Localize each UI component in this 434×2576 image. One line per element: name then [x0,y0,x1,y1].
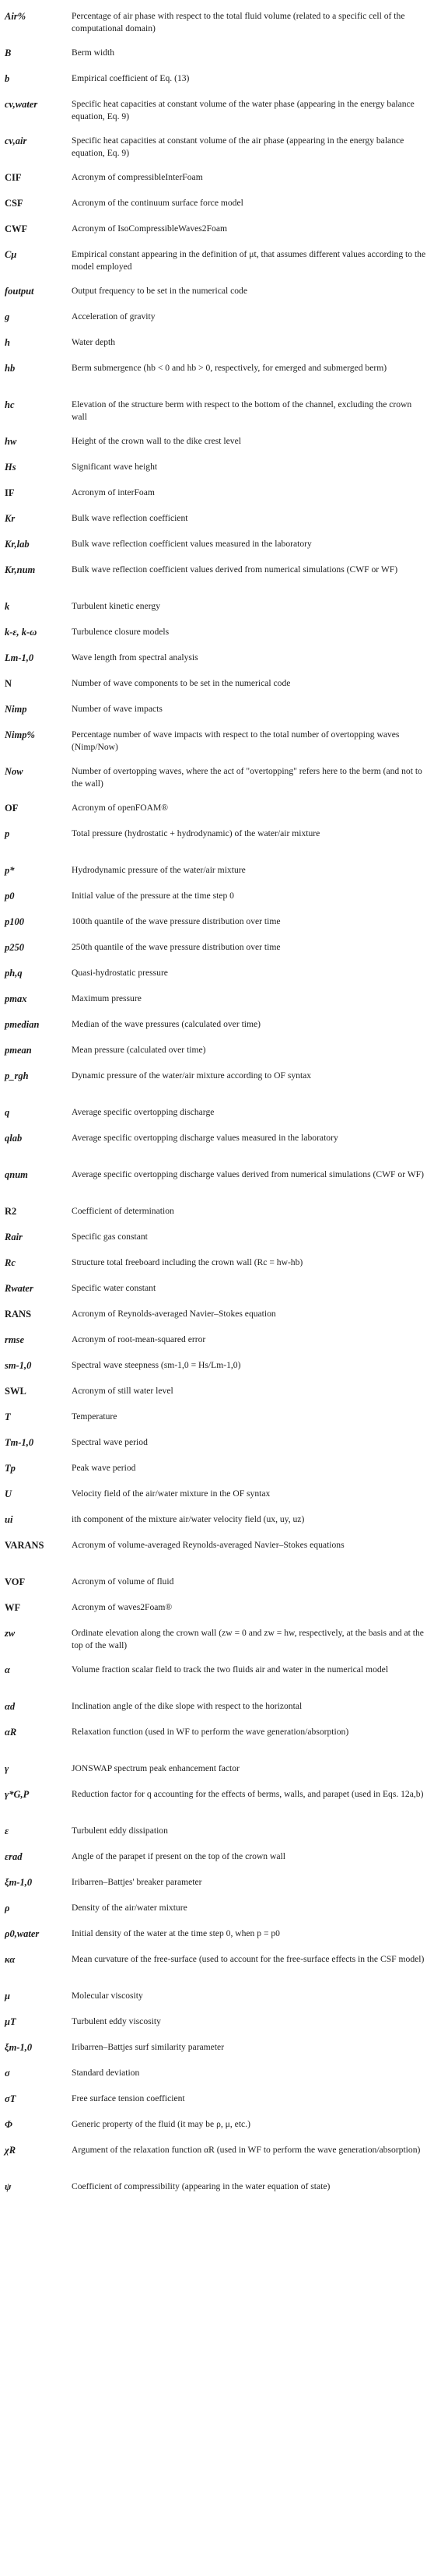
glossary-row [0,1038,434,1064]
glossary-row [0,646,434,672]
glossary-definition: Coefficient of determination [72,1206,174,1216]
glossary-row [0,481,434,507]
glossary-row [0,910,434,936]
glossary-row [0,1984,434,2010]
glossary-definition: Acronym of openFOAM® [72,803,169,813]
glossary-definition: Molecular viscosity [72,1991,143,2001]
glossary-definition: Dynamic pressure of the water/air mixture according to OF syntax [72,1070,312,1081]
glossary-definition: ith component of the mixture air/water velocity field (ux, uy, uz) [72,1514,305,1524]
glossary-symbol: αR [5,1727,17,1738]
glossary-row [0,1508,434,1534]
glossary-definition: Median of the wave pressures (calculated over time) [72,1019,261,1029]
glossary-definition: Angle of the parapet if present on the top of the crown wall [72,1851,285,1861]
glossary-row [0,1922,434,1948]
glossary-row [0,1379,434,1405]
glossary-symbol: Tm-1,0 [5,1437,34,1448]
glossary-row [0,1431,434,1457]
glossary-symbol: R2 [5,1206,17,1217]
glossary-definition: Number of wave impacts [72,704,163,714]
glossary-definition: Bulk wave reflection coefficient values derived from numerical simulations (CWF or WF) [72,564,398,575]
glossary-row [0,1101,434,1126]
glossary-definition: Specific heat capacities at constant volume of the water phase (appearing in the energy balance equation, Eq. 9) [72,99,415,121]
glossary-definition: Volume fraction scalar field to track the two fluids air and water in the numerical model [72,1664,389,1675]
glossary-definition: Mean pressure (calculated over time) [72,1045,206,1055]
glossary-definition: Generic property of the fluid (it may be ρ, μ, etc.) [72,2119,250,2129]
glossary-symbol: sm-1,0 [5,1360,32,1371]
glossary-symbol: rmse [5,1334,24,1345]
glossary-definition: Bulk wave reflection coefficient [72,513,188,523]
glossary-symbol: σT [5,2093,16,2104]
glossary-row [0,279,434,305]
glossary-symbol: p_rgh [5,1070,29,1081]
glossary-symbol: Now [5,766,23,777]
glossary-definition: Berm width [72,47,115,58]
glossary-definition: JONSWAP spectrum peak enhancement factor [72,1763,240,1773]
glossary-row [0,595,434,620]
glossary-row [0,1225,434,1251]
glossary-row [0,2087,434,2113]
glossary-row [0,1302,434,1328]
glossary-definition: Output frequency to be set in the numerical code [72,286,247,296]
glossary-definition: Average specific overtopping discharge [72,1107,215,1117]
glossary-symbol: γ [5,1763,9,1774]
glossary-row [0,936,434,961]
glossary-row [0,961,434,987]
glossary-symbol: εrad [5,1851,23,1862]
glossary-definition: Acronym of root-mean-squared error [72,1334,206,1344]
glossary-symbol: VOF [5,1576,26,1587]
glossary-definition: Coefficient of compressibility (appearing in the water equation of state) [72,2181,331,2191]
glossary-row [0,2061,434,2087]
glossary-row [0,2113,434,2138]
glossary-row [0,393,434,430]
glossary-row [0,1757,434,1783]
glossary-symbol: κα [5,1954,16,1965]
glossary-row [0,884,434,910]
glossary-symbol: μ [5,1991,10,2001]
glossary-definition: Temperature [72,1411,117,1422]
glossary-symbol: p* [5,865,15,876]
glossary-symbol: μT [5,2016,16,2027]
glossary-symbol: Kr,lab [5,539,30,550]
glossary-symbol: N [5,678,12,689]
glossary-row [0,1845,434,1871]
glossary-symbol: Rwater [5,1283,33,1294]
glossary-row [0,1251,434,1277]
glossary-symbol: VARANS [5,1540,44,1551]
glossary-symbol: αd [5,1701,16,1712]
glossary-row [0,760,434,796]
glossary-symbol: ρ0,water [5,1928,40,1939]
glossary-definition: Argument of the relaxation function αR (used in WF to perform the wave generation/absorption) [72,2145,421,2155]
glossary-row [0,1570,434,1596]
glossary-definition: Initial value of the pressure at the time step 0 [72,891,234,901]
glossary-symbol: χR [5,2145,16,2156]
glossary-row [0,1896,434,1922]
glossary-definition: Relaxation function (used in WF to perform the wave generation/absorption) [72,1727,349,1737]
glossary-symbol: Kr [5,513,16,524]
glossary-definition: Turbulent kinetic energy [72,601,160,611]
glossary-definition: Number of wave components to be set in the numerical code [72,678,291,688]
glossary-row [0,2175,434,2212]
glossary-definition: Percentage of air phase with respect to the total fluid volume (related to a specific cell of the computational domain) [72,11,405,33]
glossary-row [0,796,434,822]
glossary-symbol: α [5,1664,10,1675]
glossary-definition: Specific gas constant [72,1232,148,1242]
glossary-row [0,987,434,1013]
glossary-row [0,1783,434,1819]
glossary-symbol: B [5,47,12,58]
glossary-symbol: qlab [5,1133,23,1144]
glossary-symbol: zw [5,1628,16,1639]
glossary-definition: Empirical constant appearing in the definition of μt, that assumes different values according to the model employed [72,249,426,272]
glossary-definition: Berm submergence (hb < 0 and hb > 0, respectively, for emerged and submerged berm) [72,363,387,373]
glossary-symbol: γ*G,P [5,1789,30,1800]
glossary-definition: Density of the air/water mixture [72,1903,187,1913]
glossary-symbol: T [5,1411,11,1422]
glossary-definition: Velocity field of the air/water mixture in the OF syntax [72,1488,271,1499]
glossary-row [0,1534,434,1570]
glossary-row [0,243,434,279]
glossary-definition: Turbulence closure models [72,627,170,637]
glossary-definition: Acronym of volume-averaged Reynolds-averaged Navier–Stokes equations [72,1540,345,1550]
glossary-row [0,1163,434,1200]
glossary-definition: 100th quantile of the wave pressure distribution over time [72,916,281,926]
glossary-symbol: Kr,num [5,564,36,575]
glossary-row [0,1405,434,1431]
glossary-definition: Height of the crown wall to the dike crest level [72,436,241,446]
glossary-symbol: hb [5,363,16,374]
glossary-row [0,2138,434,2175]
glossary-row [0,1328,434,1354]
glossary-row [0,1200,434,1225]
glossary-row [0,430,434,455]
glossary-definition: Average specific overtopping discharge values measured in the laboratory [72,1133,338,1143]
glossary-definition: Acronym of interFoam [72,487,155,497]
glossary-row [0,507,434,532]
glossary-row [0,672,434,698]
glossary-definition: Spectral wave steepness (sm-1,0 = Hs/Lm-1,0) [72,1360,241,1370]
glossary-symbol: Lm-1,0 [5,652,34,663]
glossary-symbol: ξm-1,0 [5,2042,33,2053]
glossary-definition: Specific heat capacities at constant volume of the air phase (appearing in the energy balance equation, Eq. 9) [72,135,404,158]
glossary-row [0,558,434,595]
glossary-symbol: Nimp% [5,729,35,740]
glossary-row [0,5,434,41]
glossary-row [0,1013,434,1038]
glossary-symbol: ρ [5,1903,10,1914]
glossary-symbol: Cμ [5,249,17,260]
glossary-symbol: g [5,311,10,322]
glossary-symbol: pmax [5,993,27,1004]
glossary-symbol: q [5,1107,10,1118]
glossary-definition: Iribarren–Battjes surf similarity parameter [72,2042,225,2052]
glossary-symbol: hw [5,436,17,447]
glossary-definition: Acronym of the continuum surface force model [72,198,243,208]
glossary-definition: Turbulent eddy dissipation [72,1826,168,1836]
glossary-definition: Significant wave height [72,462,158,472]
glossary-symbol: b [5,73,10,84]
glossary-definition: Peak wave period [72,1463,136,1473]
glossary-row [0,129,434,166]
glossary-symbol: RANS [5,1309,32,1320]
glossary-row [0,1482,434,1508]
glossary-symbol: pmean [5,1045,32,1056]
glossary-symbol: U [5,1488,12,1499]
glossary-definition: Iribarren–Battjes' breaker parameter [72,1877,202,1887]
glossary-row [0,41,434,67]
glossary-definition: Water depth [72,337,116,347]
glossary-symbol: k-ε, k-ω [5,627,37,638]
glossary-symbol: Rc [5,1257,16,1268]
glossary-symbol: CSF [5,198,23,209]
glossary-definition: Acronym of waves2Foam® [72,1602,173,1612]
glossary-symbol: p100 [5,916,24,927]
glossary-definition: Number of overtopping waves, where the act of "overtopping" refers here to the berm (and not to the wall) [72,766,422,789]
glossary-symbol: cv,water [5,99,38,110]
glossary-symbol: CIF [5,172,22,183]
glossary-symbol: OF [5,803,19,814]
glossary-definition: Quasi-hydrostatic pressure [72,968,168,978]
glossary-definition: Ordinate elevation along the crown wall (zw = 0 and zw = hw, respectively, at the basis and at the top of the wall) [72,1628,424,1650]
glossary-row [0,331,434,357]
glossary-definition: Acronym of volume of fluid [72,1576,174,1587]
glossary-row [0,67,434,93]
glossary-symbol: hc [5,399,15,410]
glossary-row [0,1871,434,1896]
glossary-symbol: ψ [5,2181,12,2192]
glossary-symbol: IF [5,487,15,498]
glossary-definition: Reduction factor for q accounting for the effects of berms, walls, and parapet (used in Eqs. 12a,b) [72,1789,424,1799]
glossary-symbol: CWF [5,223,28,234]
glossary-row [0,1819,434,1845]
glossary-definition: Acronym of still water level [72,1386,173,1396]
glossary-symbol: pmedian [5,1019,40,1030]
glossary-row [0,1720,434,1757]
glossary-symbol: ξm-1,0 [5,1877,33,1888]
glossary-definition: Wave length from spectral analysis [72,652,198,662]
glossary-symbol: ui [5,1514,13,1525]
glossary-row [0,1658,434,1695]
glossary-definition: Acronym of Reynolds-averaged Navier–Stokes equation [72,1309,276,1319]
glossary-symbol: p [5,828,10,839]
glossary-row [0,1695,434,1720]
glossary-symbol: σ [5,2068,10,2079]
glossary-row [0,455,434,481]
glossary-row [0,1457,434,1482]
glossary-symbol: cv,air [5,135,27,146]
glossary-symbol: Rair [5,1232,23,1242]
glossary-row [0,1126,434,1163]
glossary-row [0,2010,434,2036]
glossary-definition: Hydrodynamic pressure of the water/air mixture [72,865,246,875]
glossary-definition: 250th quantile of the wave pressure distribution over time [72,942,281,952]
glossary-definition: Specific water constant [72,1283,156,1293]
glossary-definition: Acceleration of gravity [72,311,156,322]
glossary-row [0,192,434,217]
glossary-symbol: h [5,337,10,348]
glossary-symbol: Hs [5,462,16,473]
glossary-row [0,1277,434,1302]
glossary-row [0,1354,434,1379]
glossary-symbol: Air% [5,11,26,22]
glossary-definition: Inclination angle of the dike slope with respect to the horizontal [72,1701,303,1711]
glossary-definition: Elevation of the structure berm with respect to the bottom of the channel, excluding the crown wall [72,399,412,422]
glossary-symbol: qnum [5,1169,28,1180]
glossary-definition: Acronym of compressibleInterFoam [72,172,203,182]
glossary-definition: Turbulent eddy viscosity [72,2016,161,2026]
glossary-symbol: SWL [5,1386,26,1397]
glossary-definition: Mean curvature of the free-surface (used to account for the free-surface effects in the CSF model) [72,1954,425,1964]
glossary-symbol: Tp [5,1463,16,1474]
glossary-row [0,532,434,558]
glossary-row [0,1064,434,1101]
glossary-definition: Total pressure (hydrostatic + hydrodynamic) of the water/air mixture [72,828,320,838]
glossary-row [0,1948,434,1984]
glossary-definition: Free surface tension coefficient [72,2093,185,2103]
glossary-definition: Initial density of the water at the time step 0, when p = p0 [72,1928,280,1938]
glossary-symbol: k [5,601,10,612]
glossary-row [0,93,434,129]
glossary-row [0,357,434,393]
glossary-definition: Empirical coefficient of Eq. (13) [72,73,190,83]
glossary-row [0,723,434,760]
glossary-symbol: foutput [5,286,34,297]
glossary-symbol: p0 [5,891,15,901]
glossary-definition: Standard deviation [72,2068,140,2078]
glossary-row [0,166,434,192]
glossary-row [0,1596,434,1622]
glossary-row [0,1622,434,1658]
glossary-definition: Structure total freeboard including the crown wall (Rc = hw-hb) [72,1257,303,1267]
glossary-definition: Maximum pressure [72,993,142,1003]
glossary-definition: Percentage number of wave impacts with respect to the total number of overtopping waves (Nimp/Now) [72,729,400,752]
glossary-definition: Acronym of IsoCompressibleWaves2Foam [72,223,227,234]
glossary-symbol: Nimp [5,704,27,715]
glossary-row [0,698,434,723]
glossary-symbol: ε [5,1826,9,1836]
glossary-row [0,620,434,646]
glossary-row [0,305,434,331]
glossary-symbol: p250 [5,942,24,953]
glossary-definition: Spectral wave period [72,1437,148,1447]
glossary-symbol: ph,q [5,968,23,979]
glossary-row [0,2036,434,2061]
glossary-symbol: Φ [5,2119,12,2130]
glossary-row [0,859,434,884]
glossary-symbol: WF [5,1602,21,1613]
glossary-row [0,217,434,243]
glossary-definition: Bulk wave reflection coefficient values measured in the laboratory [72,539,312,549]
glossary-definition: Average specific overtopping discharge values derived from numerical simulations (CWF or WF) [72,1169,424,1179]
glossary-row [0,822,434,859]
